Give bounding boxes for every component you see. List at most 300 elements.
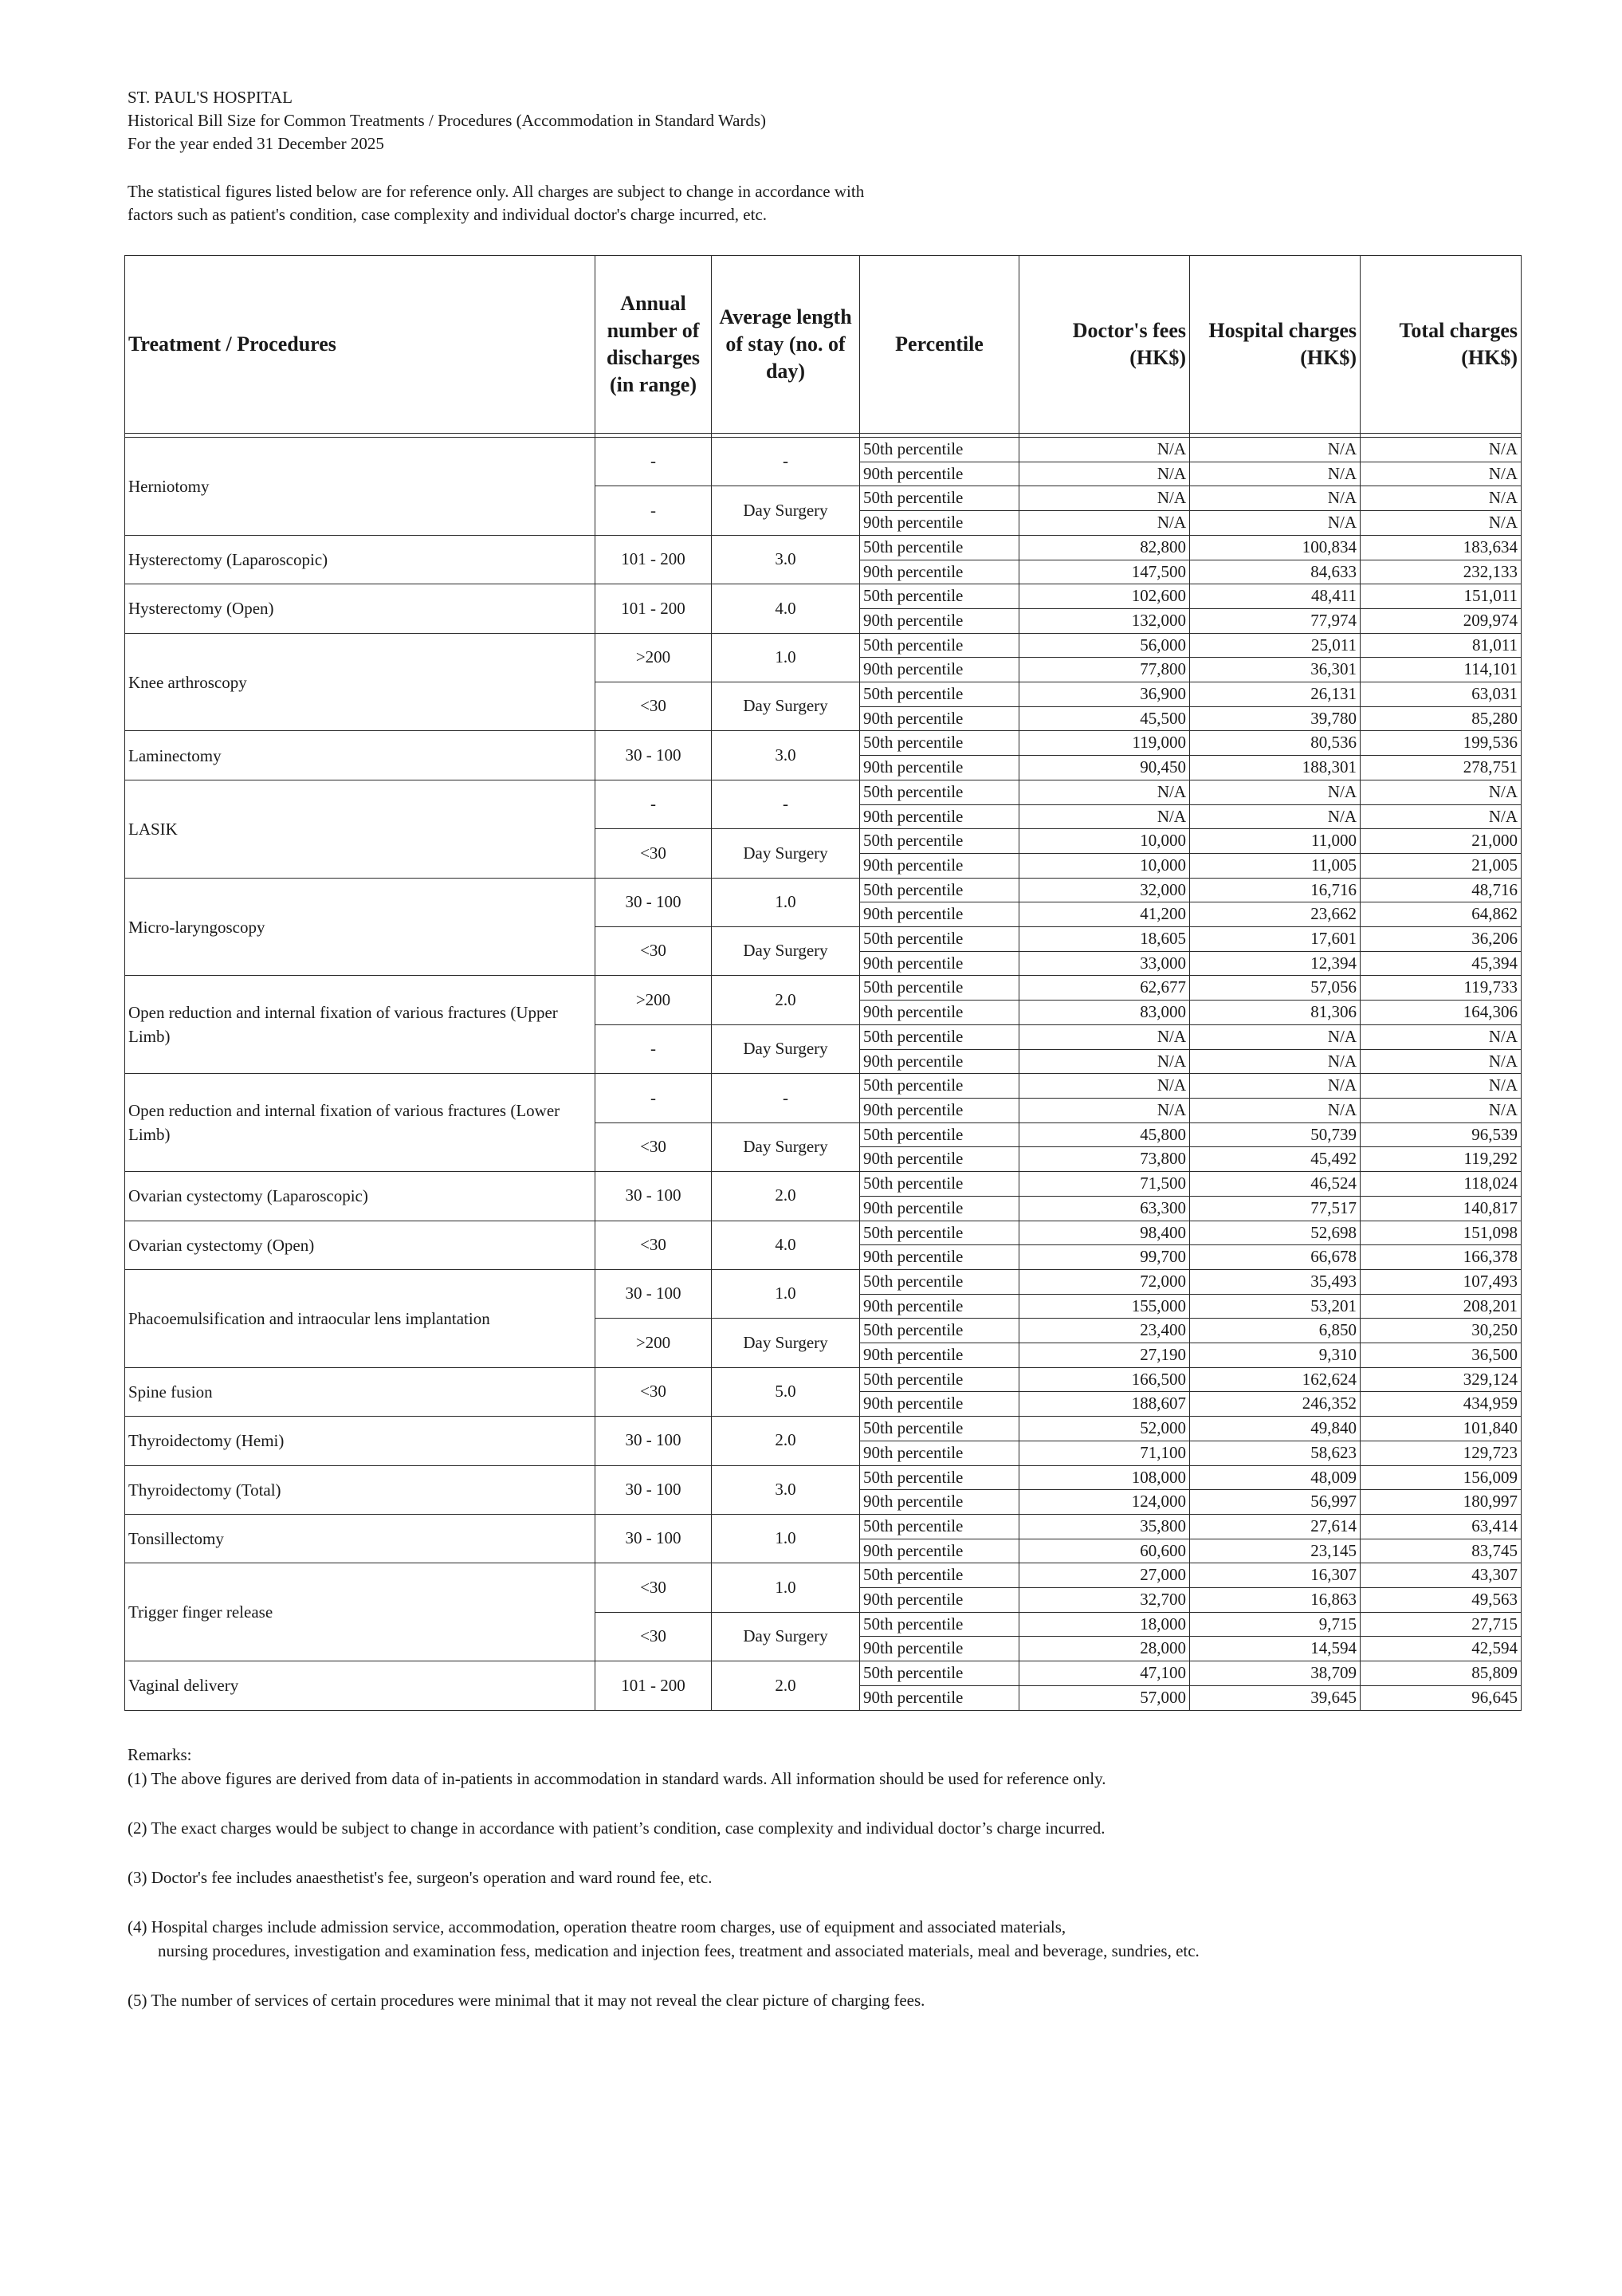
hospital-charges-cell: N/A bbox=[1190, 511, 1361, 536]
doctor-fees-cell: 83,000 bbox=[1019, 1001, 1190, 1025]
doctor-fees-cell: 32,700 bbox=[1019, 1588, 1190, 1613]
hospital-charges-cell: 17,601 bbox=[1190, 927, 1361, 952]
percentile-cell: 50th percentile bbox=[860, 1367, 1019, 1392]
doctor-fees-cell: 32,000 bbox=[1019, 878, 1190, 902]
length-of-stay-cell: 5.0 bbox=[712, 1367, 860, 1416]
doctor-fees-cell: N/A bbox=[1019, 486, 1190, 511]
total-charges-cell: 96,645 bbox=[1361, 1685, 1522, 1710]
total-charges-cell: 85,280 bbox=[1361, 706, 1522, 731]
remark-2: (2) The exact charges would be subject to change in accordance with patient’s condition, case complexity and individual doctor’s charge incurred. bbox=[128, 1818, 1106, 1838]
percentile-cell: 90th percentile bbox=[860, 608, 1019, 633]
percentile-cell: 50th percentile bbox=[860, 731, 1019, 756]
percentile-cell: 90th percentile bbox=[860, 1245, 1019, 1270]
intro-note bbox=[128, 180, 864, 226]
percentile-cell: 90th percentile bbox=[860, 1196, 1019, 1221]
hospital-name: ST. PAUL'S HOSPITAL bbox=[128, 88, 293, 107]
table-row bbox=[125, 1074, 1522, 1099]
doctor-fees-cell: 23,400 bbox=[1019, 1319, 1190, 1343]
discharges-cell: 30 - 100 bbox=[595, 731, 712, 780]
total-charges-cell: N/A bbox=[1361, 438, 1522, 462]
hospital-charges-cell: N/A bbox=[1190, 780, 1361, 804]
hospital-charges-cell: 53,201 bbox=[1190, 1294, 1361, 1319]
intro-line: factors such as patient's condition, case complexity and individual doctor's charge incurred, etc. bbox=[128, 205, 768, 224]
hospital-charges-cell: 246,352 bbox=[1190, 1392, 1361, 1417]
hospital-charges-cell: 52,698 bbox=[1190, 1221, 1361, 1245]
doctor-fees-cell: N/A bbox=[1019, 1074, 1190, 1099]
hospital-charges-cell: 16,863 bbox=[1190, 1588, 1361, 1613]
header-doctor-fees: Doctor's fees (HK$) bbox=[1019, 256, 1190, 434]
doctor-fees-cell: 45,800 bbox=[1019, 1122, 1190, 1147]
total-charges-cell: 114,101 bbox=[1361, 658, 1522, 682]
percentile-cell: 50th percentile bbox=[860, 438, 1019, 462]
discharges-cell: 30 - 100 bbox=[595, 1417, 712, 1465]
percentile-cell: 50th percentile bbox=[860, 1417, 1019, 1441]
total-charges-cell: 209,974 bbox=[1361, 608, 1522, 633]
total-charges-cell: N/A bbox=[1361, 780, 1522, 804]
doctor-fees-cell: 166,500 bbox=[1019, 1367, 1190, 1392]
total-charges-cell: 81,011 bbox=[1361, 633, 1522, 658]
treatment-name: Thyroidectomy (Total) bbox=[125, 1465, 595, 1514]
hospital-charges-cell: 84,633 bbox=[1190, 560, 1361, 584]
remark-5: (5) The number of services of certain procedures were minimal that it may not reveal the clear picture of charging fees. bbox=[128, 1991, 925, 2010]
length-of-stay-cell: 2.0 bbox=[712, 1172, 860, 1221]
percentile-cell: 90th percentile bbox=[860, 560, 1019, 584]
doctor-fees-cell: 99,700 bbox=[1019, 1245, 1190, 1270]
doctor-fees-cell: 27,000 bbox=[1019, 1563, 1190, 1588]
doctor-fees-cell: 63,300 bbox=[1019, 1196, 1190, 1221]
doctor-fees-cell: 33,000 bbox=[1019, 951, 1190, 976]
hospital-charges-cell: N/A bbox=[1190, 438, 1361, 462]
length-of-stay-cell: 4.0 bbox=[712, 584, 860, 633]
total-charges-cell: 64,862 bbox=[1361, 902, 1522, 927]
length-of-stay-cell: 3.0 bbox=[712, 535, 860, 584]
hospital-charges-cell: 77,517 bbox=[1190, 1196, 1361, 1221]
total-charges-cell: 43,307 bbox=[1361, 1563, 1522, 1588]
discharges-cell: >200 bbox=[595, 976, 712, 1024]
percentile-cell: 90th percentile bbox=[860, 1294, 1019, 1319]
treatment-name: Open reduction and internal fixation of various fractures (Lower Limb) bbox=[125, 1074, 595, 1172]
total-charges-cell: N/A bbox=[1361, 1074, 1522, 1099]
doctor-fees-cell: 56,000 bbox=[1019, 633, 1190, 658]
hospital-charges-cell: 50,739 bbox=[1190, 1122, 1361, 1147]
doctor-fees-cell: 77,800 bbox=[1019, 658, 1190, 682]
table-row bbox=[125, 535, 1522, 560]
discharges-cell: 30 - 100 bbox=[595, 1172, 712, 1221]
hospital-charges-cell: 14,594 bbox=[1190, 1637, 1361, 1661]
total-charges-cell: 96,539 bbox=[1361, 1122, 1522, 1147]
percentile-cell: 90th percentile bbox=[860, 1147, 1019, 1172]
hospital-charges-cell: 11,005 bbox=[1190, 853, 1361, 878]
doctor-fees-cell: 36,900 bbox=[1019, 682, 1190, 707]
table-body bbox=[125, 438, 1522, 1711]
treatment-name: Hysterectomy (Open) bbox=[125, 584, 595, 633]
total-charges-cell: 63,414 bbox=[1361, 1514, 1522, 1539]
doctor-fees-cell: 18,605 bbox=[1019, 927, 1190, 952]
document-title: Historical Bill Size for Common Treatments / Procedures (Accommodation in Standard Wards) bbox=[128, 111, 767, 130]
hospital-charges-cell: 16,307 bbox=[1190, 1563, 1361, 1588]
discharges-cell: 101 - 200 bbox=[595, 1661, 712, 1710]
hospital-charges-cell: 188,301 bbox=[1190, 756, 1361, 780]
total-charges-cell: 278,751 bbox=[1361, 756, 1522, 780]
total-charges-cell: N/A bbox=[1361, 804, 1522, 829]
doctor-fees-cell: N/A bbox=[1019, 462, 1190, 486]
percentile-cell: 90th percentile bbox=[860, 1685, 1019, 1710]
percentile-cell: 50th percentile bbox=[860, 633, 1019, 658]
total-charges-cell: 85,809 bbox=[1361, 1661, 1522, 1686]
hospital-charges-cell: 39,780 bbox=[1190, 706, 1361, 731]
hospital-charges-cell: 39,645 bbox=[1190, 1685, 1361, 1710]
doctor-fees-cell: 71,500 bbox=[1019, 1172, 1190, 1197]
percentile-cell: 90th percentile bbox=[860, 462, 1019, 486]
doctor-fees-cell: 52,000 bbox=[1019, 1417, 1190, 1441]
table-row bbox=[125, 1465, 1522, 1490]
percentile-cell: 90th percentile bbox=[860, 756, 1019, 780]
discharges-cell: 30 - 100 bbox=[595, 1514, 712, 1563]
table-row bbox=[125, 731, 1522, 756]
header-percentile: Percentile bbox=[860, 256, 1019, 434]
length-of-stay-cell: Day Surgery bbox=[712, 486, 860, 535]
hospital-charges-cell: 58,623 bbox=[1190, 1441, 1361, 1465]
total-charges-cell: N/A bbox=[1361, 1098, 1522, 1122]
percentile-cell: 90th percentile bbox=[860, 1588, 1019, 1613]
percentile-cell: 50th percentile bbox=[860, 1563, 1019, 1588]
discharges-cell: - bbox=[595, 486, 712, 535]
percentile-cell: 50th percentile bbox=[860, 780, 1019, 804]
length-of-stay-cell: 4.0 bbox=[712, 1221, 860, 1269]
hospital-charges-cell: 25,011 bbox=[1190, 633, 1361, 658]
table-row bbox=[125, 1661, 1522, 1686]
doctor-fees-cell: 41,200 bbox=[1019, 902, 1190, 927]
doctor-fees-cell: 27,190 bbox=[1019, 1343, 1190, 1368]
table-row bbox=[125, 1417, 1522, 1441]
total-charges-cell: 166,378 bbox=[1361, 1245, 1522, 1270]
total-charges-cell: N/A bbox=[1361, 486, 1522, 511]
discharges-cell: 30 - 100 bbox=[595, 1269, 712, 1318]
total-charges-cell: 164,306 bbox=[1361, 1001, 1522, 1025]
doctor-fees-cell: N/A bbox=[1019, 1024, 1190, 1049]
total-charges-cell: 119,292 bbox=[1361, 1147, 1522, 1172]
table-row bbox=[125, 1221, 1522, 1245]
total-charges-cell: 21,005 bbox=[1361, 853, 1522, 878]
percentile-cell: 50th percentile bbox=[860, 535, 1019, 560]
hospital-charges-cell: 77,974 bbox=[1190, 608, 1361, 633]
hospital-charges-cell: N/A bbox=[1190, 1049, 1361, 1074]
percentile-cell: 90th percentile bbox=[860, 1098, 1019, 1122]
hospital-charges-cell: 35,493 bbox=[1190, 1269, 1361, 1294]
doctor-fees-cell: 35,800 bbox=[1019, 1514, 1190, 1539]
hospital-charges-cell: N/A bbox=[1190, 1074, 1361, 1099]
doctor-fees-cell: 60,600 bbox=[1019, 1539, 1190, 1563]
total-charges-cell: 151,011 bbox=[1361, 584, 1522, 609]
treatment-name: LASIK bbox=[125, 780, 595, 878]
percentile-cell: 50th percentile bbox=[860, 1661, 1019, 1686]
percentile-cell: 50th percentile bbox=[860, 1172, 1019, 1197]
percentile-cell: 90th percentile bbox=[860, 511, 1019, 536]
percentile-cell: 90th percentile bbox=[860, 1392, 1019, 1417]
total-charges-cell: 119,733 bbox=[1361, 976, 1522, 1001]
doctor-fees-cell: 18,000 bbox=[1019, 1612, 1190, 1637]
document-header bbox=[128, 86, 766, 155]
hospital-charges-cell: 46,524 bbox=[1190, 1172, 1361, 1197]
remarks-title: Remarks: bbox=[128, 1745, 192, 1764]
percentile-cell: 50th percentile bbox=[860, 682, 1019, 707]
table-row bbox=[125, 438, 1522, 462]
doctor-fees-cell: N/A bbox=[1019, 804, 1190, 829]
header-total-charges: Total charges (HK$) bbox=[1361, 256, 1522, 434]
treatment-name: Tonsillectomy bbox=[125, 1514, 595, 1563]
doctor-fees-cell: 98,400 bbox=[1019, 1221, 1190, 1245]
hospital-charges-cell: 11,000 bbox=[1190, 829, 1361, 854]
doctor-fees-cell: 147,500 bbox=[1019, 560, 1190, 584]
percentile-cell: 90th percentile bbox=[860, 804, 1019, 829]
hospital-charges-cell: N/A bbox=[1190, 1098, 1361, 1122]
length-of-stay-cell: - bbox=[712, 1074, 860, 1122]
total-charges-cell: 232,133 bbox=[1361, 560, 1522, 584]
hospital-charges-cell: 36,301 bbox=[1190, 658, 1361, 682]
treatment-name: Ovarian cystectomy (Open) bbox=[125, 1221, 595, 1269]
doctor-fees-cell: 132,000 bbox=[1019, 608, 1190, 633]
total-charges-cell: 101,840 bbox=[1361, 1417, 1522, 1441]
treatment-name: Ovarian cystectomy (Laparoscopic) bbox=[125, 1172, 595, 1221]
treatment-name: Knee arthroscopy bbox=[125, 633, 595, 731]
total-charges-cell: 36,500 bbox=[1361, 1343, 1522, 1368]
total-charges-cell: 180,997 bbox=[1361, 1490, 1522, 1515]
discharges-cell: <30 bbox=[595, 1221, 712, 1269]
discharges-cell: - bbox=[595, 780, 712, 828]
total-charges-cell: N/A bbox=[1361, 1049, 1522, 1074]
total-charges-cell: N/A bbox=[1361, 511, 1522, 536]
percentile-cell: 90th percentile bbox=[860, 1490, 1019, 1515]
doctor-fees-cell: N/A bbox=[1019, 1098, 1190, 1122]
percentile-cell: 90th percentile bbox=[860, 1001, 1019, 1025]
percentile-cell: 90th percentile bbox=[860, 1441, 1019, 1465]
hospital-charges-cell: 26,131 bbox=[1190, 682, 1361, 707]
discharges-cell: <30 bbox=[595, 1367, 712, 1416]
discharges-cell: <30 bbox=[595, 829, 712, 878]
total-charges-cell: N/A bbox=[1361, 462, 1522, 486]
hospital-charges-cell: 16,716 bbox=[1190, 878, 1361, 902]
discharges-cell: - bbox=[595, 438, 712, 486]
hospital-charges-cell: 45,492 bbox=[1190, 1147, 1361, 1172]
hospital-charges-cell: 9,310 bbox=[1190, 1343, 1361, 1368]
table-row bbox=[125, 1367, 1522, 1392]
percentile-cell: 50th percentile bbox=[860, 584, 1019, 609]
total-charges-cell: 140,817 bbox=[1361, 1196, 1522, 1221]
total-charges-cell: 118,024 bbox=[1361, 1172, 1522, 1197]
length-of-stay-cell: 3.0 bbox=[712, 731, 860, 780]
hospital-charges-cell: 6,850 bbox=[1190, 1319, 1361, 1343]
length-of-stay-cell: 1.0 bbox=[712, 1514, 860, 1563]
treatment-name: Open reduction and internal fixation of various fractures (Upper Limb) bbox=[125, 976, 595, 1074]
percentile-cell: 50th percentile bbox=[860, 927, 1019, 952]
total-charges-cell: 49,563 bbox=[1361, 1588, 1522, 1613]
header-hospital-charges: Hospital charges (HK$) bbox=[1190, 256, 1361, 434]
percentile-cell: 50th percentile bbox=[860, 976, 1019, 1001]
discharges-cell: 30 - 100 bbox=[595, 1465, 712, 1514]
discharges-cell: <30 bbox=[595, 1612, 712, 1661]
total-charges-cell: 183,634 bbox=[1361, 535, 1522, 560]
doctor-fees-cell: 57,000 bbox=[1019, 1685, 1190, 1710]
percentile-cell: 50th percentile bbox=[860, 878, 1019, 902]
length-of-stay-cell: 3.0 bbox=[712, 1465, 860, 1514]
treatment-name: Trigger finger release bbox=[125, 1563, 595, 1661]
doctor-fees-cell: 90,450 bbox=[1019, 756, 1190, 780]
discharges-cell: <30 bbox=[595, 682, 712, 731]
total-charges-cell: 36,206 bbox=[1361, 927, 1522, 952]
hospital-charges-cell: 57,056 bbox=[1190, 976, 1361, 1001]
length-of-stay-cell: Day Surgery bbox=[712, 927, 860, 976]
table-row bbox=[125, 878, 1522, 902]
percentile-cell: 90th percentile bbox=[860, 951, 1019, 976]
length-of-stay-cell: - bbox=[712, 780, 860, 828]
doctor-fees-cell: N/A bbox=[1019, 1049, 1190, 1074]
hospital-charges-cell: 56,997 bbox=[1190, 1490, 1361, 1515]
header-discharges: Annual number of discharges (in range) bbox=[595, 256, 712, 434]
hospital-charges-cell: 12,394 bbox=[1190, 951, 1361, 976]
treatment-name: Thyroidectomy (Hemi) bbox=[125, 1417, 595, 1465]
discharges-cell: <30 bbox=[595, 1122, 712, 1171]
discharges-cell: - bbox=[595, 1074, 712, 1122]
doctor-fees-cell: N/A bbox=[1019, 438, 1190, 462]
total-charges-cell: 129,723 bbox=[1361, 1441, 1522, 1465]
treatment-name: Micro-laryngoscopy bbox=[125, 878, 595, 976]
doctor-fees-cell: 124,000 bbox=[1019, 1490, 1190, 1515]
percentile-cell: 50th percentile bbox=[860, 1024, 1019, 1049]
total-charges-cell: 208,201 bbox=[1361, 1294, 1522, 1319]
bill-size-table bbox=[124, 255, 1522, 1711]
table-row bbox=[125, 976, 1522, 1001]
hospital-charges-cell: 66,678 bbox=[1190, 1245, 1361, 1270]
length-of-stay-cell: 1.0 bbox=[712, 633, 860, 682]
doctor-fees-cell: 45,500 bbox=[1019, 706, 1190, 731]
length-of-stay-cell: 2.0 bbox=[712, 1661, 860, 1710]
percentile-cell: 50th percentile bbox=[860, 1514, 1019, 1539]
remark-4: (4) Hospital charges include admission service, accommodation, operation theatre room charges, use of equipment and associated materials, bbox=[128, 1917, 1066, 1936]
total-charges-cell: 107,493 bbox=[1361, 1269, 1522, 1294]
length-of-stay-cell: 2.0 bbox=[712, 1417, 860, 1465]
discharges-cell: >200 bbox=[595, 633, 712, 682]
length-of-stay-cell: - bbox=[712, 438, 860, 486]
length-of-stay-cell: Day Surgery bbox=[712, 1612, 860, 1661]
table-row bbox=[125, 1514, 1522, 1539]
length-of-stay-cell: 1.0 bbox=[712, 1563, 860, 1612]
total-charges-cell: 329,124 bbox=[1361, 1367, 1522, 1392]
percentile-cell: 50th percentile bbox=[860, 829, 1019, 854]
doctor-fees-cell: 188,607 bbox=[1019, 1392, 1190, 1417]
hospital-charges-cell: N/A bbox=[1190, 462, 1361, 486]
percentile-cell: 50th percentile bbox=[860, 1612, 1019, 1637]
total-charges-cell: 63,031 bbox=[1361, 682, 1522, 707]
doctor-fees-cell: 119,000 bbox=[1019, 731, 1190, 756]
percentile-cell: 50th percentile bbox=[860, 1074, 1019, 1099]
doctor-fees-cell: 82,800 bbox=[1019, 535, 1190, 560]
doctor-fees-cell: 102,600 bbox=[1019, 584, 1190, 609]
length-of-stay-cell: Day Surgery bbox=[712, 1024, 860, 1073]
discharges-cell: <30 bbox=[595, 927, 712, 976]
doctor-fees-cell: N/A bbox=[1019, 511, 1190, 536]
percentile-cell: 50th percentile bbox=[860, 1269, 1019, 1294]
percentile-cell: 50th percentile bbox=[860, 1465, 1019, 1490]
doctor-fees-cell: 10,000 bbox=[1019, 853, 1190, 878]
remarks-section bbox=[128, 1743, 1200, 2012]
discharges-cell: 30 - 100 bbox=[595, 878, 712, 926]
hospital-charges-cell: 23,145 bbox=[1190, 1539, 1361, 1563]
treatment-name: Vaginal delivery bbox=[125, 1661, 595, 1710]
hospital-charges-cell: 27,614 bbox=[1190, 1514, 1361, 1539]
hospital-charges-cell: 80,536 bbox=[1190, 731, 1361, 756]
percentile-cell: 90th percentile bbox=[860, 1049, 1019, 1074]
percentile-cell: 50th percentile bbox=[860, 1122, 1019, 1147]
length-of-stay-cell: 2.0 bbox=[712, 976, 860, 1024]
table-header-row bbox=[125, 256, 1522, 434]
header-treatment: Treatment / Procedures bbox=[125, 256, 595, 434]
percentile-cell: 90th percentile bbox=[860, 1343, 1019, 1368]
total-charges-cell: 21,000 bbox=[1361, 829, 1522, 854]
doctor-fees-cell: 72,000 bbox=[1019, 1269, 1190, 1294]
length-of-stay-cell: Day Surgery bbox=[712, 682, 860, 731]
percentile-cell: 90th percentile bbox=[860, 658, 1019, 682]
percentile-cell: 90th percentile bbox=[860, 902, 1019, 927]
remark-1: (1) The above figures are derived from data of in-patients in accommodation in standard wards. All information should be used for reference only. bbox=[128, 1769, 1106, 1788]
percentile-cell: 90th percentile bbox=[860, 1539, 1019, 1563]
percentile-cell: 90th percentile bbox=[860, 1637, 1019, 1661]
total-charges-cell: 27,715 bbox=[1361, 1612, 1522, 1637]
percentile-cell: 90th percentile bbox=[860, 706, 1019, 731]
hospital-charges-cell: 81,306 bbox=[1190, 1001, 1361, 1025]
discharges-cell: 101 - 200 bbox=[595, 584, 712, 633]
doctor-fees-cell: 47,100 bbox=[1019, 1661, 1190, 1686]
discharges-cell: <30 bbox=[595, 1563, 712, 1612]
hospital-charges-cell: N/A bbox=[1190, 804, 1361, 829]
length-of-stay-cell: Day Surgery bbox=[712, 1122, 860, 1171]
table-row bbox=[125, 584, 1522, 609]
length-of-stay-cell: Day Surgery bbox=[712, 1319, 860, 1367]
doctor-fees-cell: 108,000 bbox=[1019, 1465, 1190, 1490]
percentile-cell: 50th percentile bbox=[860, 1319, 1019, 1343]
header-length-of-stay: Average length of stay (no. of day) bbox=[712, 256, 860, 434]
hospital-charges-cell: 48,411 bbox=[1190, 584, 1361, 609]
treatment-name: Herniotomy bbox=[125, 438, 595, 536]
total-charges-cell: 48,716 bbox=[1361, 878, 1522, 902]
total-charges-cell: 30,250 bbox=[1361, 1319, 1522, 1343]
length-of-stay-cell: Day Surgery bbox=[712, 829, 860, 878]
total-charges-cell: 434,959 bbox=[1361, 1392, 1522, 1417]
percentile-cell: 90th percentile bbox=[860, 853, 1019, 878]
table-row bbox=[125, 633, 1522, 658]
percentile-cell: 50th percentile bbox=[860, 486, 1019, 511]
reporting-period: For the year ended 31 December 2025 bbox=[128, 134, 384, 153]
total-charges-cell: 199,536 bbox=[1361, 731, 1522, 756]
hospital-charges-cell: 49,840 bbox=[1190, 1417, 1361, 1441]
length-of-stay-cell: 1.0 bbox=[712, 878, 860, 926]
total-charges-cell: 83,745 bbox=[1361, 1539, 1522, 1563]
table-row bbox=[125, 1563, 1522, 1588]
total-charges-cell: 42,594 bbox=[1361, 1637, 1522, 1661]
total-charges-cell: 151,098 bbox=[1361, 1221, 1522, 1245]
doctor-fees-cell: 62,677 bbox=[1019, 976, 1190, 1001]
table-row bbox=[125, 1172, 1522, 1197]
discharges-cell: - bbox=[595, 1024, 712, 1073]
doctor-fees-cell: 71,100 bbox=[1019, 1441, 1190, 1465]
hospital-charges-cell: 48,009 bbox=[1190, 1465, 1361, 1490]
hospital-charges-cell: N/A bbox=[1190, 486, 1361, 511]
length-of-stay-cell: 1.0 bbox=[712, 1269, 860, 1318]
treatment-name: Phacoemulsification and intraocular lens implantation bbox=[125, 1269, 595, 1367]
treatment-name: Spine fusion bbox=[125, 1367, 595, 1416]
total-charges-cell: 156,009 bbox=[1361, 1465, 1522, 1490]
total-charges-cell: N/A bbox=[1361, 1024, 1522, 1049]
doctor-fees-cell: N/A bbox=[1019, 780, 1190, 804]
